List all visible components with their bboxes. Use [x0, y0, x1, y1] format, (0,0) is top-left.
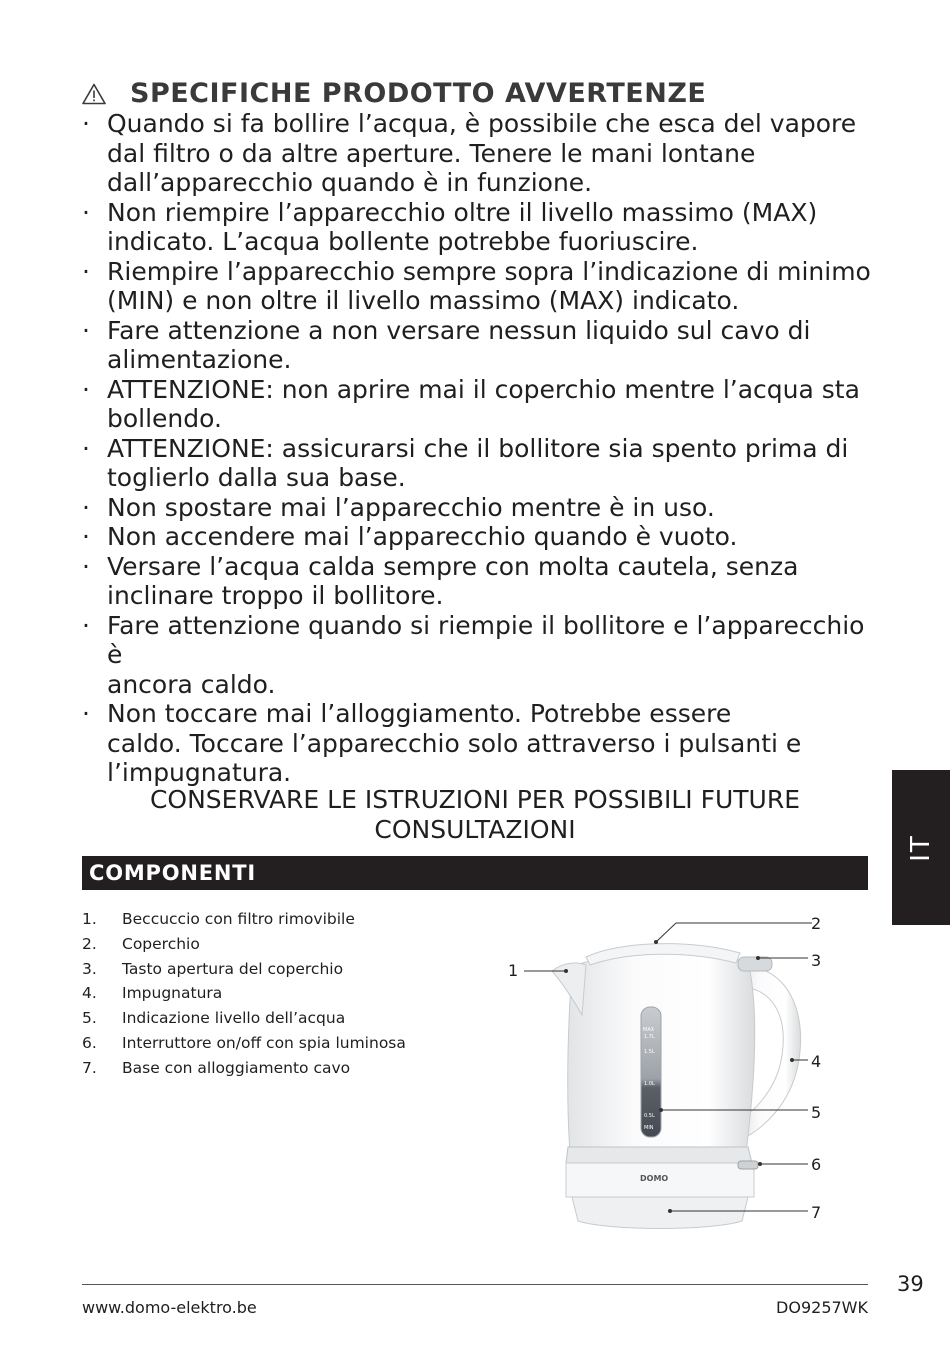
bullet-dot: ·	[82, 374, 90, 404]
warning-line: Riempire l’apparecchio sempre sopra l’indicazione di minimo	[107, 256, 871, 286]
callout-label-7: 7	[811, 1203, 822, 1222]
warning-item	[82, 257, 872, 316]
components-heading-bar	[82, 856, 868, 890]
callout-label-4: 4	[811, 1052, 822, 1071]
callout-dot-5	[659, 1108, 663, 1112]
callout-line-2a	[656, 923, 676, 942]
window-mark-min: MIN	[644, 1125, 654, 1131]
page-number: 39	[897, 1272, 924, 1296]
warning-triangle-icon	[82, 83, 106, 105]
component-number: 2.	[82, 934, 97, 953]
warning-line: Versare l’acqua calda sempre con molta cautela, senza	[107, 551, 799, 581]
component-label: Base con alloggiamento cavo	[122, 1058, 351, 1077]
bullet-dot: ·	[82, 256, 90, 286]
bullet-dot: ·	[82, 197, 90, 227]
warning-item	[82, 611, 872, 700]
component-number: 3.	[82, 959, 97, 978]
window-mark-1-5: 1.5L	[644, 1049, 655, 1055]
callout-label-1: 1	[508, 961, 519, 980]
power-base-shape	[572, 1197, 748, 1229]
language-tab-label: IT	[906, 833, 936, 862]
language-tab	[892, 770, 950, 925]
warning-line: ancora caldo.	[107, 669, 276, 699]
component-item	[82, 907, 406, 932]
warning-line: l’impugnatura.	[107, 758, 292, 787]
warning-line: ATTENZIONE: assicurarsi che il bollitore sia spento prima di	[107, 433, 849, 463]
bullet-dot: ·	[82, 492, 90, 522]
component-label: Indicazione livello dell’acqua	[122, 1009, 346, 1028]
warning-line: caldo. Toccare l’apparecchio solo attraverso i pulsanti e	[107, 728, 802, 758]
switch-shape	[738, 1161, 758, 1169]
window-mark-1-0: 1.0L	[644, 1081, 655, 1087]
callout-dot-6	[758, 1162, 762, 1166]
warning-line: toglierlo dalla sua base.	[107, 463, 406, 492]
window-mark-0-5: 0.5L	[644, 1113, 655, 1119]
base-band-shape	[566, 1147, 752, 1163]
component-item	[82, 1056, 406, 1081]
warnings-heading	[82, 78, 706, 109]
warning-item	[82, 316, 872, 375]
component-item	[82, 1031, 406, 1056]
warning-line: ATTENZIONE: non aprire mai il coperchio mentre l’acqua sta	[107, 374, 860, 404]
component-item	[82, 1006, 406, 1031]
warning-line: dall’apparecchio quando è in funzione.	[107, 168, 593, 197]
warning-item	[82, 198, 872, 257]
footer-model-number: DO9257WK	[776, 1298, 868, 1317]
callout-label-3: 3	[811, 951, 822, 970]
warning-line: Non toccare mai l’alloggiamento. Potrebbe essere	[107, 699, 732, 728]
component-label: Beccuccio con filtro rimovibile	[122, 910, 355, 928]
warning-line: Non riempire l’apparecchio oltre il livello massimo (MAX)	[107, 197, 818, 227]
warning-line: Non spostare mai l’apparecchio mentre è in uso.	[107, 492, 715, 522]
lid-button-shape	[738, 957, 772, 971]
warning-line: indicato. L’acqua bollente potrebbe fuoriuscire.	[107, 227, 699, 256]
bullet-dot: ·	[82, 433, 90, 463]
callout-label-6: 6	[811, 1155, 822, 1174]
warning-line: bollendo.	[107, 404, 222, 433]
callout-label-2: 2	[811, 914, 822, 933]
warning-item	[82, 493, 872, 523]
callout-dot-7	[668, 1209, 672, 1213]
window-mark-1-7: 1.7L	[644, 1034, 655, 1040]
bullet-dot: ·	[82, 109, 90, 138]
footer-website: www.domo-elektro.be	[82, 1298, 257, 1317]
window-mark-max: MAX	[643, 1027, 655, 1033]
footer-divider	[82, 1284, 868, 1285]
bullet-dot: ·	[82, 522, 90, 551]
warnings-list	[82, 109, 872, 788]
kettle-illustration	[490, 905, 850, 1245]
warning-line: alimentazione.	[107, 345, 292, 374]
keep-instructions-line-2: CONSULTAZIONI	[374, 815, 576, 844]
component-label: Interruttore on/off con spia luminosa	[122, 1033, 406, 1052]
warning-line: Non accendere mai l’apparecchio quando è vuoto.	[107, 522, 738, 551]
warning-item	[82, 375, 872, 434]
component-label: Tasto apertura del coperchio	[122, 959, 344, 978]
callout-dot-2	[654, 940, 658, 944]
callout-dot-1	[564, 969, 568, 973]
component-number: 7.	[82, 1058, 97, 1077]
component-number: 5.	[82, 1009, 97, 1028]
component-item	[82, 981, 406, 1006]
components-list	[82, 907, 406, 1081]
callout-dot-3	[756, 956, 760, 960]
bullet-dot: ·	[82, 315, 90, 345]
bullet-dot: ·	[82, 551, 90, 581]
warning-line: Fare attenzione a non versare nessun liquido sul cavo di	[107, 315, 811, 345]
warning-item	[82, 699, 872, 788]
keep-instructions-note	[82, 785, 868, 845]
warning-line: (MIN) e non oltre il livello massimo (MAX) indicato.	[107, 286, 740, 315]
component-number: 6.	[82, 1033, 97, 1052]
component-label: Coperchio	[122, 934, 200, 953]
warning-item	[82, 522, 872, 552]
component-label: Impugnatura	[122, 984, 223, 1003]
warning-item	[82, 552, 872, 611]
component-item	[82, 957, 406, 982]
component-number: 1.	[82, 910, 97, 928]
warning-line: dal filtro o da altre aperture. Tenere le mani lontane	[107, 138, 756, 168]
warning-item	[82, 434, 872, 493]
bullet-dot: ·	[82, 699, 90, 728]
brand-logo: DOMO	[640, 1174, 669, 1183]
warning-line: Fare attenzione quando si riempie il bollitore e l’apparecchio è	[107, 610, 865, 669]
warnings-title: SPECIFICHE PRODOTTO AVVERTENZE	[130, 78, 707, 109]
component-number: 4.	[82, 984, 97, 1003]
components-title: COMPONENTI	[89, 861, 257, 885]
warning-line: Quando si fa bollire l’acqua, è possibile che esca del vapore	[107, 109, 857, 138]
warning-item	[82, 109, 872, 198]
warning-line: inclinare troppo il bollitore.	[107, 581, 444, 610]
component-item	[82, 932, 406, 957]
callout-label-5: 5	[811, 1103, 822, 1122]
bullet-dot: ·	[82, 610, 90, 640]
keep-instructions-line-1: CONSERVARE LE ISTRUZIONI PER POSSIBILI FUTURE	[149, 785, 801, 814]
callout-dot-4	[790, 1058, 794, 1062]
